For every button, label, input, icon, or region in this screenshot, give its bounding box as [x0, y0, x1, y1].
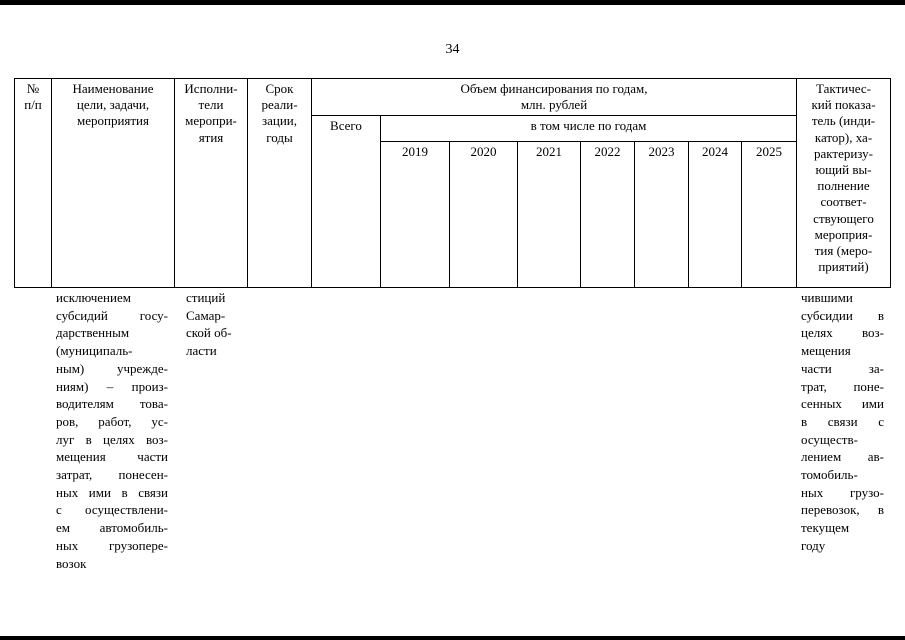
col-rule-2024: [741, 141, 742, 288]
text-line: осуществ-: [801, 431, 858, 447]
text-line: субсидий госу-: [56, 307, 168, 323]
header-funding: Объем финансирования по годам, млн. рублей: [460, 81, 648, 113]
text-line: году: [801, 537, 826, 553]
year-cell-2025: 2025: [756, 144, 782, 159]
text-line: в связи с: [801, 413, 884, 429]
text-line: дарственным: [56, 325, 130, 341]
year-cell-2020: 2020: [470, 144, 497, 159]
text-line: водителям това-: [56, 396, 168, 412]
col-rule-right: [890, 78, 891, 288]
text-line: затрат, понесен-: [56, 467, 168, 483]
text-line: перевозок, в: [801, 502, 884, 518]
col-rule-2021: [580, 141, 581, 288]
text-line: мещения части: [56, 449, 168, 465]
table-top-rule: [14, 78, 891, 79]
text-line: мещения: [801, 343, 851, 359]
text-line: сенных ими: [801, 396, 884, 412]
header-num: № п/п: [24, 81, 42, 113]
col-rule-2022: [634, 141, 635, 288]
text-line: с осуществлени-: [56, 502, 168, 518]
text-line: лением ав-: [801, 449, 884, 465]
text-line: ской об-: [186, 325, 232, 341]
text-line: чившими: [801, 290, 853, 305]
funding-subheader-rule: [311, 115, 796, 116]
text-line: текущем: [801, 520, 850, 536]
text-line: целях воз-: [801, 325, 884, 341]
table-header-bottom-rule: [14, 287, 891, 288]
years-subheader-rule: [380, 141, 796, 142]
header-total: Всего: [330, 118, 362, 133]
indicator-text: [801, 289, 884, 555]
text-line: исключением: [56, 290, 131, 305]
text-line: Самар-: [186, 307, 226, 323]
text-line: томобиль-: [801, 467, 858, 483]
text-line: возок: [56, 555, 87, 571]
executors-text: [186, 289, 246, 360]
header-indicator: Тактичес- кий показа- тель (инди- катор), ха- рактеризу- ющий вы- полнение соответ- ствующего мероприя- тия (меро- приятий): [811, 81, 876, 275]
text-line: ным) учрежде-: [56, 360, 168, 376]
col-rule-2020: [517, 141, 518, 288]
header-by-years: в том числе по годам: [530, 118, 647, 133]
text-line: субсидии в: [801, 307, 884, 323]
year-cell-2021: 2021: [536, 144, 562, 159]
text-line: ров, работ, ус-: [56, 413, 168, 429]
col-rule-2023: [688, 141, 689, 288]
header-executors: Исполни- тели меропри- ятия: [184, 81, 238, 145]
text-line: луг в целях воз-: [56, 431, 168, 447]
text-line: ниям) – произ-: [56, 378, 168, 394]
text-line: (муниципаль-: [56, 343, 133, 359]
text-line: трат, поне-: [801, 378, 884, 394]
measure-name-text: [56, 289, 168, 572]
col-rule-2019: [449, 141, 450, 288]
page-top-border: [0, 0, 905, 5]
text-line: ных ими в связи: [56, 484, 168, 500]
col-rule-total: [380, 115, 381, 288]
header-term: Срок реали- зации, годы: [261, 81, 298, 145]
text-line: ем автомобиль-: [56, 520, 168, 536]
header-name: Наименование цели, задачи, мероприятия: [72, 81, 154, 129]
text-line: стиций: [186, 290, 226, 305]
year-cell-2019: 2019: [402, 144, 428, 159]
text-line: ных грузопере-: [56, 537, 168, 553]
page-number: 34: [445, 42, 460, 57]
year-cell-2023: 2023: [648, 144, 675, 159]
text-line: части за-: [801, 360, 884, 376]
year-cell-2024: 2024: [702, 144, 728, 159]
text-line: ных грузо-: [801, 484, 884, 500]
page-bottom-border: [0, 636, 905, 640]
text-line: ласти: [186, 343, 217, 359]
year-cell-2022: 2022: [594, 144, 621, 159]
